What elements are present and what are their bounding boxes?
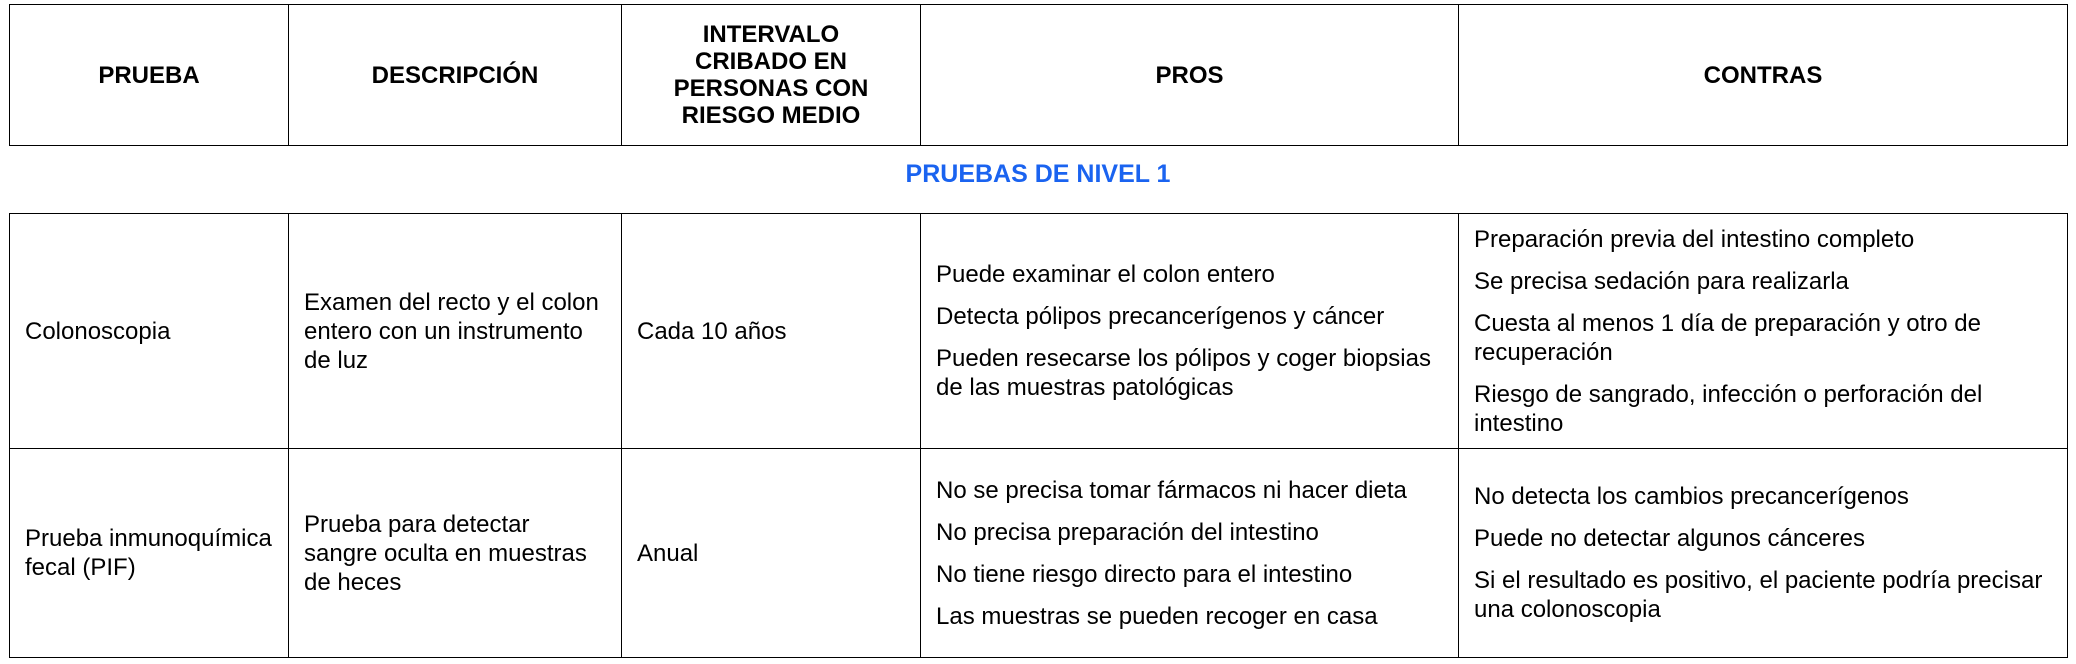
cell-pros: [921, 214, 1459, 449]
header-intervalo: INTERVALO CRIBADO EN PERSONAS CON RIESGO MEDIO: [622, 5, 921, 146]
header-row: [10, 5, 2068, 146]
cell-intervalo: Cada 10 años: [622, 214, 921, 449]
cell-descripcion: Prueba para detectar sangre oculta en muestras de heces: [289, 449, 622, 658]
list-item: Si el resultado es positivo, el paciente podría precisar una colonoscopia: [1474, 567, 2043, 623]
list-item: Detecta pólipos precancerígenos y cáncer: [936, 303, 1385, 330]
list-item: Preparación previa del intestino completo: [1474, 225, 1915, 253]
cell-contras: [1459, 449, 2068, 658]
list-item: No tiene riesgo directo para el intestino: [936, 560, 1353, 588]
header-descripcion: DESCRIPCIÓN: [289, 5, 622, 146]
cell-prueba: Colonoscopia: [10, 214, 289, 449]
cell-pros: [921, 449, 1459, 658]
list-item: Las muestras se pueden recoger en casa: [936, 602, 1378, 630]
list-item: Pueden resecarse los pólipos y coger biopsias de las muestras patológicas: [936, 345, 1431, 401]
pros-list: [936, 476, 1443, 631]
header-contras: CONTRAS: [1459, 5, 2068, 146]
cell-intervalo: Anual: [622, 449, 921, 658]
pros-list: [936, 260, 1443, 402]
header-prueba: PRUEBA: [10, 5, 289, 146]
cell-descripcion: Examen del recto y el colon entero con un instrumento de luz: [289, 214, 622, 449]
body-table: [9, 213, 2068, 658]
header-pros: PROS: [921, 5, 1459, 146]
list-item: No detecta los cambios precancerígenos: [1474, 483, 1909, 510]
table-row: [10, 449, 2068, 658]
contras-list: [1474, 482, 2052, 624]
list-item: No precisa preparación del intestino: [936, 518, 1319, 546]
header-table: [9, 4, 2068, 146]
list-item: Puede no detectar algunos cánceres: [1474, 525, 1865, 552]
table-row: [10, 214, 2068, 449]
section-heading: PRUEBAS DE NIVEL 1: [905, 160, 1171, 188]
cell-prueba: Prueba inmunoquímica fecal (PIF): [10, 449, 289, 658]
contras-list: [1474, 225, 2052, 438]
list-item: Riesgo de sangrado, infección o perforación del intestino: [1474, 380, 1983, 437]
list-item: Puede examinar el colon entero: [936, 261, 1275, 288]
cell-contras: [1459, 214, 2068, 449]
list-item: No se precisa tomar fármacos ni hacer dieta: [936, 476, 1407, 504]
list-item: Cuesta al menos 1 día de preparación y otro de recuperación: [1474, 309, 1981, 366]
list-item: Se precisa sedación para realizarla: [1474, 267, 1849, 295]
